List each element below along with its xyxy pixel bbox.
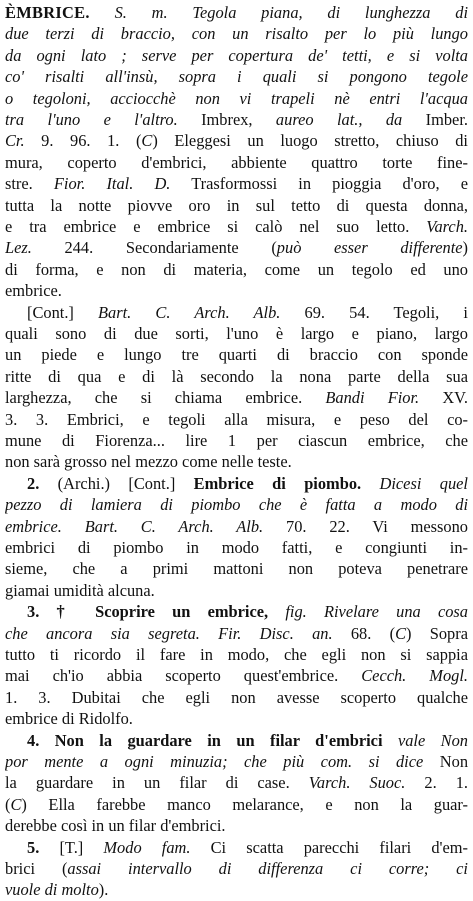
entry-text-segment: Bandi Fior. (325, 388, 420, 408)
entry-text-segment: embrici di piombo in modo fatti, e congiunti in- (5, 538, 468, 557)
entry-text-segment: pezzo di lamiera di piombo che è fatta a modo di (5, 495, 468, 515)
entry-text-segment: 3. † Scoprire un embrice, (27, 602, 269, 622)
entry-text-segment: tutto ti ricordo il fare in modo, che egli non si sappia (5, 645, 468, 664)
entry-line (5, 451, 468, 473)
entry-text-segment: (Archi.) [Cont.] (39, 473, 194, 493)
entry-line (5, 623, 468, 645)
entry-text-segment: quali sono di due sorti, l'uno è largo e piano, largo (5, 324, 468, 343)
entry-line (5, 237, 468, 259)
entry-text-segment: ) Ella farebbe manco melarance, e non la guar- (21, 794, 468, 814)
entry-line (5, 323, 468, 345)
entry-text-segment: vuole di molto (5, 880, 99, 900)
entry-line (5, 494, 468, 516)
entry-line (5, 558, 468, 580)
entry-text-segment: mura, coperto d'embrici, abbiente quattro torte fine- (5, 152, 468, 172)
entry-line (5, 216, 468, 238)
entry-text-segment: 1. 3. Dubitai che egli non avesse scoperto qualche (5, 687, 468, 707)
entry-text-segment: larghezza, che si chiama embrice. (5, 388, 326, 408)
entry-line (5, 173, 468, 195)
entry-text-segment: co' risalti all'insù, sopra i quali si pongono tegole (5, 67, 468, 87)
entry-text-segment: Cecch. Mogl. (361, 666, 468, 686)
entry-text-segment: tutta la notte piovve oro in sul tetto di questa donna, (5, 195, 468, 215)
entry-text-segment: [T.] (39, 837, 104, 857)
entry-line (5, 644, 468, 666)
entry-text-segment: ) (462, 238, 468, 258)
entry-text-segment: può esser differente (276, 238, 463, 258)
entry-line (27, 601, 468, 623)
entry-line (5, 815, 468, 837)
entry-line (5, 23, 468, 45)
entry-text-segment: due terzi di braccio, con un risalto per lo più lungo (5, 24, 468, 44)
entry-text-segment: mune di Fiorenza... lire 1 per ciascun embrice, che (5, 431, 468, 450)
entry-line (27, 837, 468, 859)
entry-text-segment: non sarà grosso nel mezzo come nelle teste. (5, 452, 292, 472)
entry-text-segment: Lez. (5, 238, 32, 258)
entry-line (5, 280, 468, 302)
entry-text-segment: giamai umidità alcuna. (5, 580, 155, 600)
entry-line (5, 772, 468, 794)
entry-line (5, 687, 468, 709)
entry-text-segment: 68. ( (332, 623, 396, 643)
entry-text-segment: 3. 3. Embrici, e tegoli alla misura, e peso del co- (5, 409, 468, 429)
entry-text-segment: ritte di qua e di là secondo la nona parte della sua (5, 366, 468, 386)
entry-text-segment: Imber. (402, 110, 468, 129)
entry-text-segment: XV. (419, 388, 468, 408)
entry-line (5, 665, 468, 687)
entry-line (5, 366, 468, 388)
entry-text-segment: C (395, 623, 406, 643)
entry-text-segment: Embrice di piombo. (193, 473, 362, 493)
entry-line (5, 2, 468, 24)
entry-line (5, 409, 468, 431)
entry-text-segment: un piede e lungo tre quarti di braccio con sponde (5, 345, 468, 365)
entry-line (5, 66, 468, 88)
entry-text-segment: ) Sopra (406, 623, 468, 643)
entry-text-segment: fig. Rivelare una cosa (268, 602, 468, 622)
entry-text-segment: Varch. Suoc. (308, 773, 406, 793)
entry-text-segment: da ogni lato ; serve per copertura de' tetti, e si volta (5, 45, 468, 65)
entry-line (27, 302, 468, 324)
entry-text-segment: Non (423, 752, 468, 771)
entry-line (5, 794, 468, 816)
entry-text-segment: 2. (27, 473, 40, 493)
entry-text-segment: C (141, 131, 153, 151)
entry-line (27, 730, 468, 752)
entry-text-segment: Cr. (5, 131, 25, 151)
entry-text-segment: C (10, 794, 22, 814)
entry-text-segment: embrice. (5, 281, 62, 301)
entry-line (5, 858, 468, 880)
entry-text-segment: di forma, e non di materia, come un tegolo ed uno (5, 259, 468, 279)
entry-text-segment: [Cont.] (27, 302, 99, 322)
entry-text-segment: 9. 96. 1. ( (24, 131, 142, 151)
entry-text-segment: assai intervallo di differenza ci corre; ci (67, 859, 468, 878)
entry-text-segment: derebbe così in un filar d'embrici. (5, 816, 226, 836)
entry-text-segment: Dicesi quel (361, 473, 468, 493)
entry-line (5, 344, 468, 366)
entry-text-segment: brici ( (5, 859, 68, 878)
entry-line (5, 130, 468, 152)
entry-text-segment: Modo fam. (103, 837, 191, 857)
entry-text-segment: ) Eleggesi un luogo stretto, chiuso di (152, 131, 468, 151)
entry-text-segment: stre. (5, 174, 54, 194)
entry-text-segment: che ancora sia segreta. Fir. Disc. an. (5, 623, 333, 643)
entry-line (5, 109, 468, 131)
entry-text-segment: Bart. C. Arch. Alb. (98, 302, 281, 322)
entry-text-segment: vale Non (382, 730, 468, 750)
entry-line (5, 195, 468, 217)
entry-text-segment: la guardare in un filar di case. (5, 773, 309, 793)
entry-line (5, 387, 468, 409)
entry-text-segment: 70. 22. Vi messono (263, 516, 468, 536)
entry-text-segment: 2. 1. (405, 773, 468, 793)
entry-text-segment: Fior. Ital. D. (53, 174, 171, 194)
entry-text-segment: S. m. Tegola piana, di lunghezza di (89, 3, 468, 22)
entry-text-segment: sieme, che a primi mattoni non poteva penetrare (5, 559, 468, 579)
entry-text-segment: embrice di Ridolfo. (5, 709, 133, 729)
entry-text-segment: tra l'uno e l'altro. (5, 110, 178, 129)
entry-line (5, 430, 468, 452)
entry-text-segment: Varch. (426, 217, 468, 236)
entry-line (5, 45, 468, 67)
entry-text-segment: o tegoloni, acciocchè non vi trapeli nè entri l'acqua (5, 88, 468, 108)
entry-text-segment: 4. Non la guardare in un filar d'embrici (27, 730, 383, 750)
entry-text-segment: Ci scatta parecchi filari d'em- (190, 837, 468, 857)
entry-line (5, 537, 468, 559)
headword: ÈMBRICE. (5, 3, 90, 22)
entry-text-segment: por mente a ogni minuzia; che più com. si dice (5, 752, 424, 771)
entry-line (27, 473, 468, 495)
entry-text-segment: Imbrex, (177, 110, 276, 129)
entry-text-segment: e tra embrice e embrice si calò nel suo letto. (5, 217, 427, 236)
entry-line (5, 259, 468, 281)
entry-text-segment: Trasformossi in pioggia d'oro, e (170, 174, 468, 194)
entry-line (5, 751, 468, 773)
entry-text-segment: aureo lat., da (275, 110, 403, 129)
entry-line (5, 708, 468, 730)
entry-text-segment: ). (98, 880, 109, 900)
entry-text-segment: 5. (27, 837, 40, 857)
entry-text-segment: 244. Secondariamente ( (31, 238, 277, 258)
entry-line (5, 88, 468, 110)
entry-line (5, 580, 468, 602)
entry-text-segment: 69. 54. Tegoli, i (280, 302, 468, 322)
entry-line (5, 516, 468, 538)
entry-text-segment: ( (5, 794, 11, 814)
entry-line (5, 879, 468, 901)
entry-line (5, 152, 468, 174)
entry-text-segment: mai ch'io abbia scoperto quest'embrice. (5, 666, 362, 686)
entry-text-segment: embrice. Bart. C. Arch. Alb. (5, 516, 264, 536)
